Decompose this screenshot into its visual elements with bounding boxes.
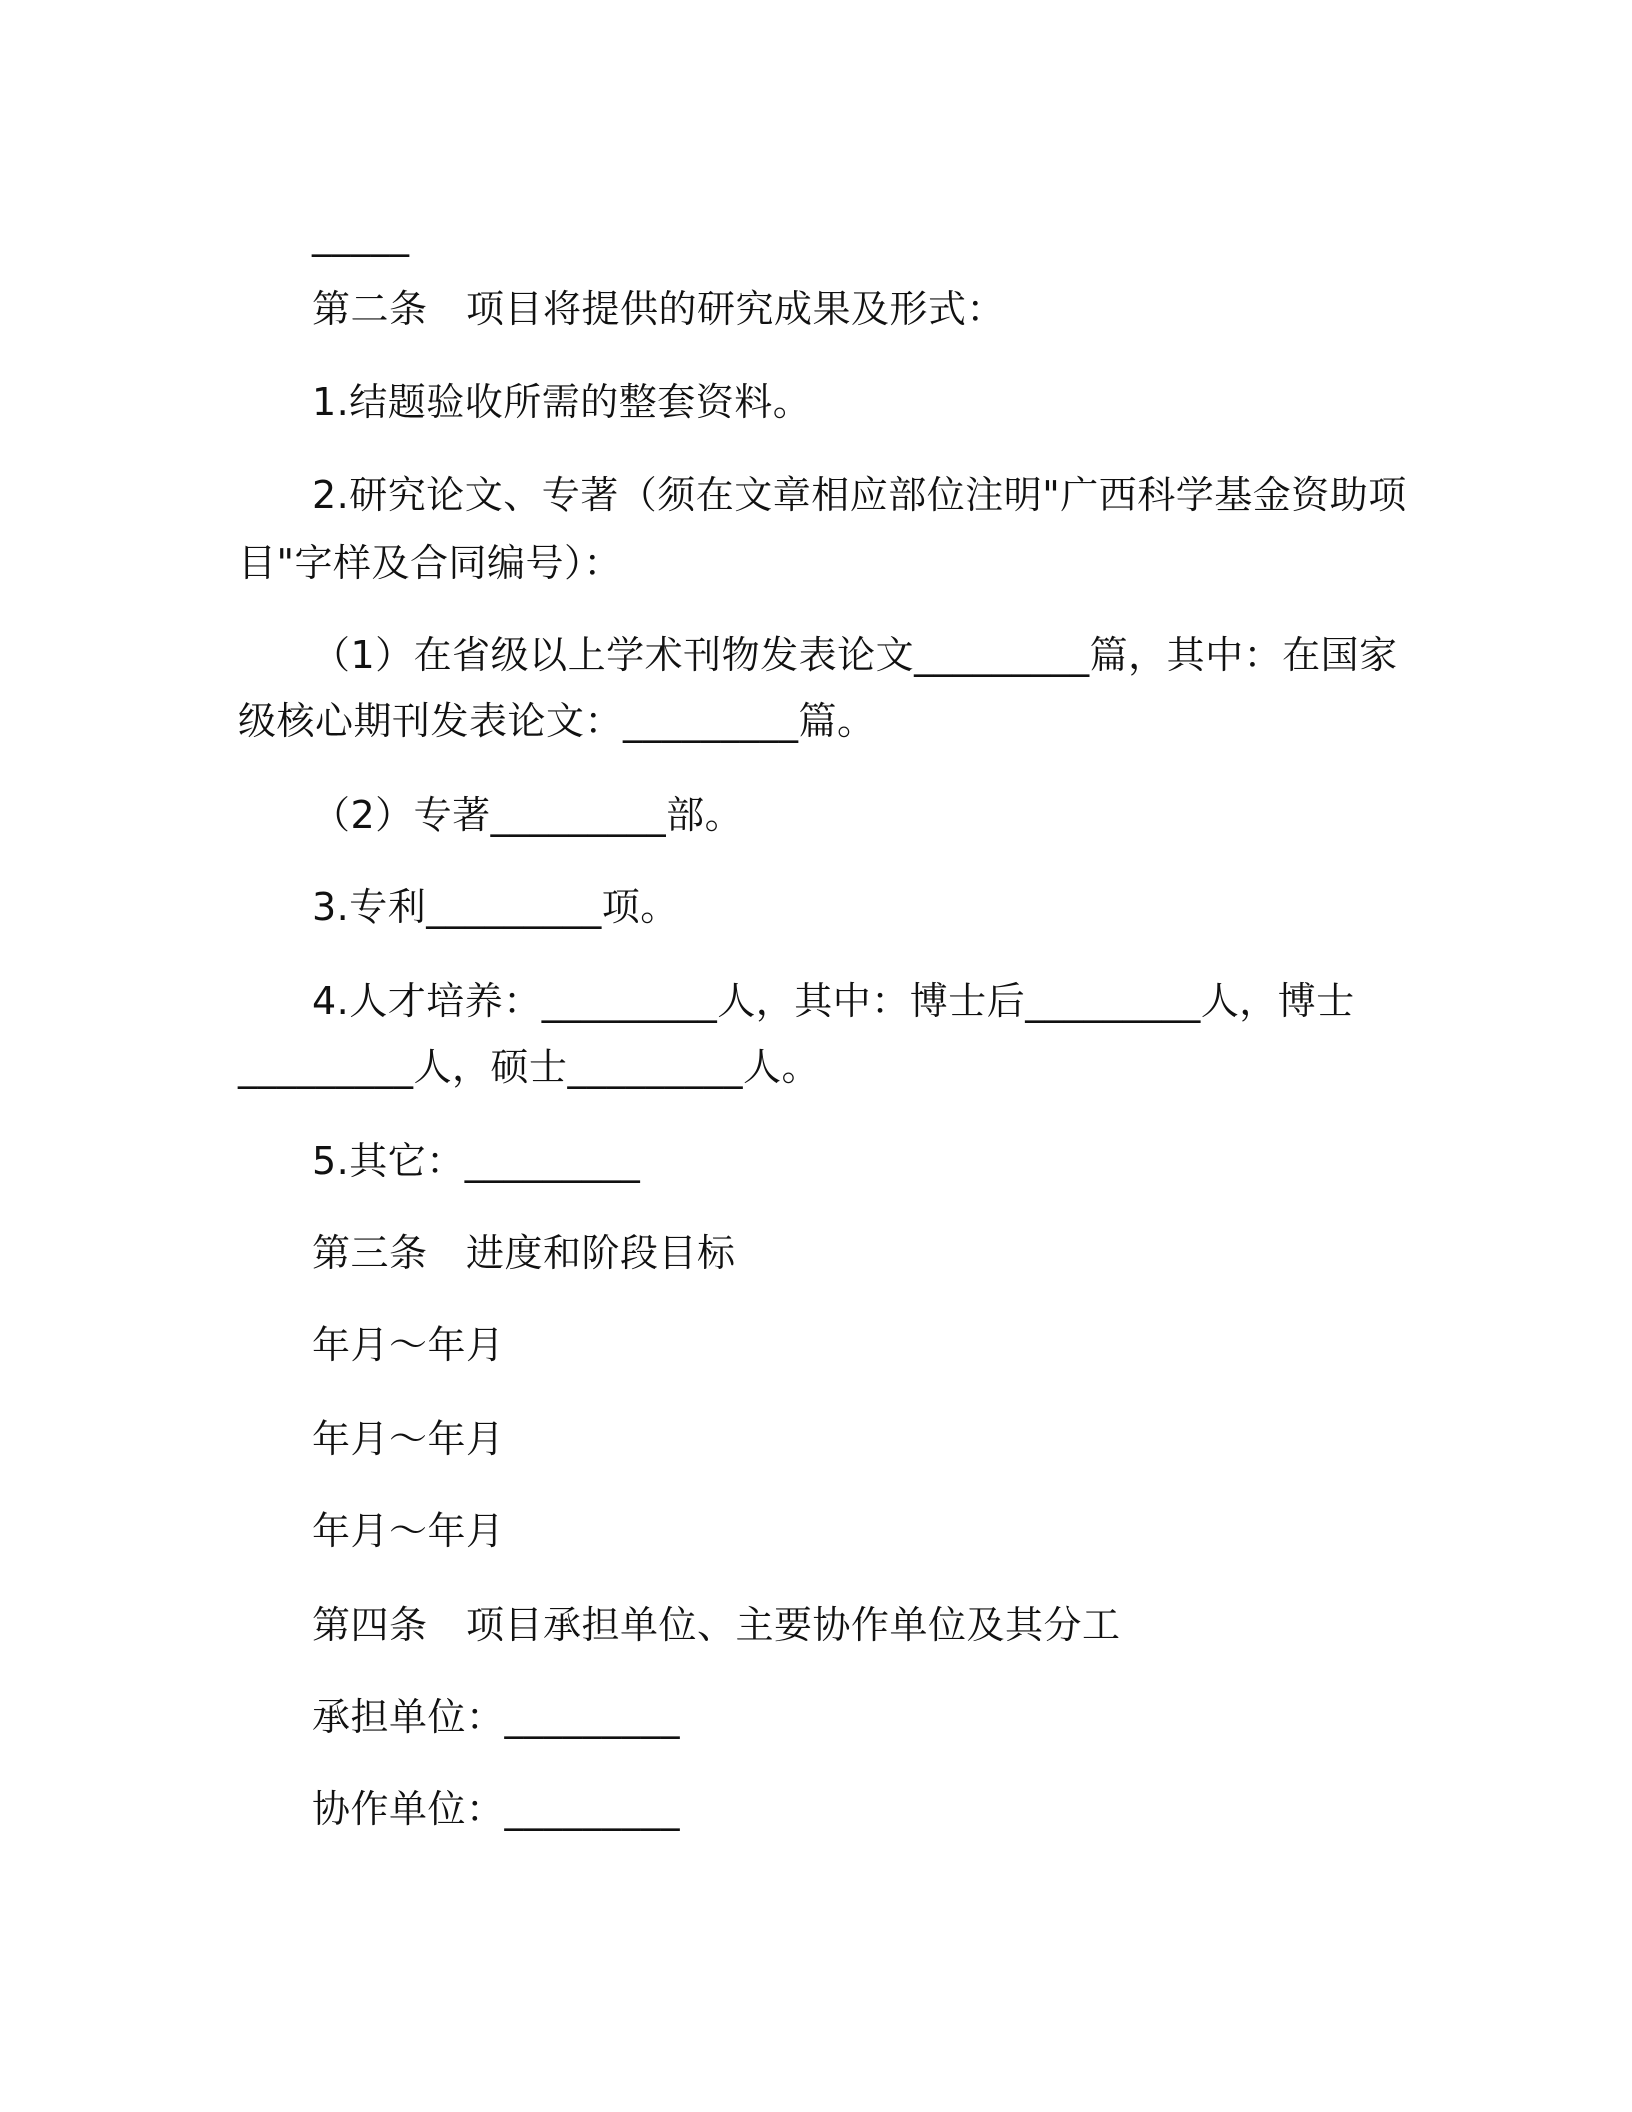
article-3-heading: 第三条 进度和阶段目标 (312, 1231, 736, 1275)
item-2-text-line-1: 2.研究论文、专著（须在文章相应部位注明"广西科学基金资助项 (312, 473, 1407, 517)
article-2-heading: 第二条 项目将提供的研究成果及形式： (312, 287, 1006, 331)
undertaking-unit-line: 承担单位：_________ (312, 1695, 681, 1739)
text-line-blank-top: _____ (312, 213, 410, 257)
schedule-line-2: 年月～年月 (312, 1417, 505, 1461)
schedule-line-1: 年月～年月 (312, 1323, 505, 1367)
item-2-1-text-line-2: 级核心期刊发表论文：_________篇。 (238, 699, 876, 743)
item-4-text-line-2: _________人，硕士_________人。 (238, 1045, 821, 1089)
schedule-line-3: 年月～年月 (312, 1509, 505, 1553)
item-5-text: 5.其它：_________ (312, 1139, 641, 1183)
item-2-1-text-line-1: （1）在省级以上学术刊物发表论文_________篇，其中：在国家 (312, 633, 1398, 677)
item-2-text-line-2: 目"字样及合同编号）： (238, 541, 622, 585)
cooperating-unit-line: 协作单位：_________ (312, 1787, 681, 1831)
article-4-heading: 第四条 项目承担单位、主要协作单位及其分工 (312, 1603, 1121, 1647)
item-4-text-line-1: 4.人才培养：_________人，其中：博士后_________人，博士 (312, 979, 1355, 1023)
item-2-2-text: （2）专著_________部。 (312, 793, 744, 837)
item-3-text: 3.专利_________项。 (312, 885, 679, 929)
item-1-text: 1.结题验收所需的整套资料。 (312, 380, 812, 424)
